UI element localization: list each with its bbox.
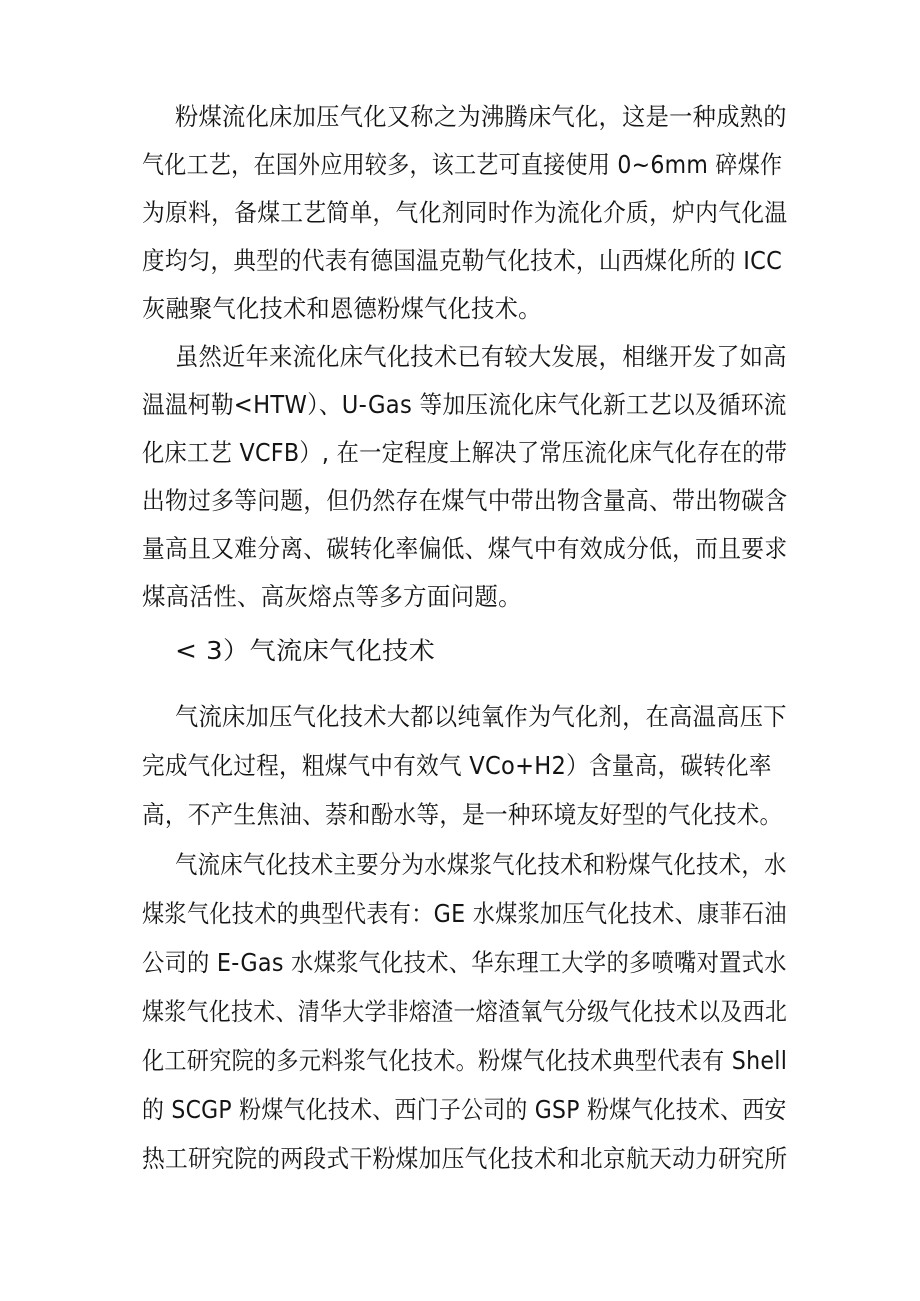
text-line: 煤浆气化技术的典型代表有：GE 水煤浆加压气化技术、康菲石油: [142, 899, 787, 928]
text-line: 煤高活性、高灰熔点等多方面问题。: [142, 582, 522, 611]
text-line: 出物过多等问题，但仍然存在煤气中带出物含量高、带出物碳含: [142, 486, 788, 515]
text-line: 热工研究院的两段式干粉煤加压气化技术和北京航天动力研究所: [142, 1144, 788, 1173]
text-line: 温温柯勒<HTW）、U-Gas 等加压流化床气化新工艺以及循环流: [142, 390, 787, 419]
text-line: 公司的 E-Gas 水煤浆气化技术、华东理工大学的多喷嘴对置式水: [142, 948, 787, 977]
text-line: 气流床加压气化技术大都以纯氧作为气化剂，在高温高压下: [175, 702, 787, 731]
text-line: 完成气化过程，粗煤气中有效气 VCo+H2）含量高，碳转化率: [142, 751, 772, 780]
text-line: 虽然近年来流化床气化技术已有较大发展，相继开发了如高: [175, 342, 787, 371]
text-line: 为原料，备煤工艺简单，气化剂同时作为流化介质，炉内气化温: [142, 198, 788, 227]
text-line: 化床工艺 VCFB）, 在一定程度上解决了常压流化床气化存在的带: [142, 438, 788, 467]
section-heading: < 3）气流床气化技术: [175, 636, 436, 665]
text-line: 粉煤流化床加压气化又称之为沸腾床气化，这是一种成熟的: [175, 102, 787, 131]
text-line: 气流床气化技术主要分为水煤浆气化技术和粉煤气化技术，水: [175, 850, 787, 879]
text-line: 度均匀，典型的代表有德国温克勒气化技术，山西煤化所的 ICC: [142, 246, 783, 275]
text-line: 灰融聚气化技术和恩德粉煤气化技术。: [142, 294, 542, 323]
text-line: 的 SCGP 粉煤气化技术、西门子公司的 GSP 粉煤气化技术、西安: [142, 1095, 787, 1124]
text-line: 气化工艺，在国外应用较多，该工艺可直接使用 0~6mm 碎煤作: [142, 150, 783, 179]
text-line: 化工研究院的多元料浆气化技术。粉煤气化技术典型代表有 Shell: [142, 1046, 788, 1075]
text-line: 高，不产生焦油、萘和酚水等，是一种环境友好型的气化技术。: [142, 800, 783, 829]
text-line: 量高且又难分离、碳转化率偏低、煤气中有效成分低，而且要求: [142, 534, 788, 563]
text-line: 煤浆气化技术、清华大学非熔渣一熔渣氧气分级气化技术以及西北: [142, 997, 788, 1026]
